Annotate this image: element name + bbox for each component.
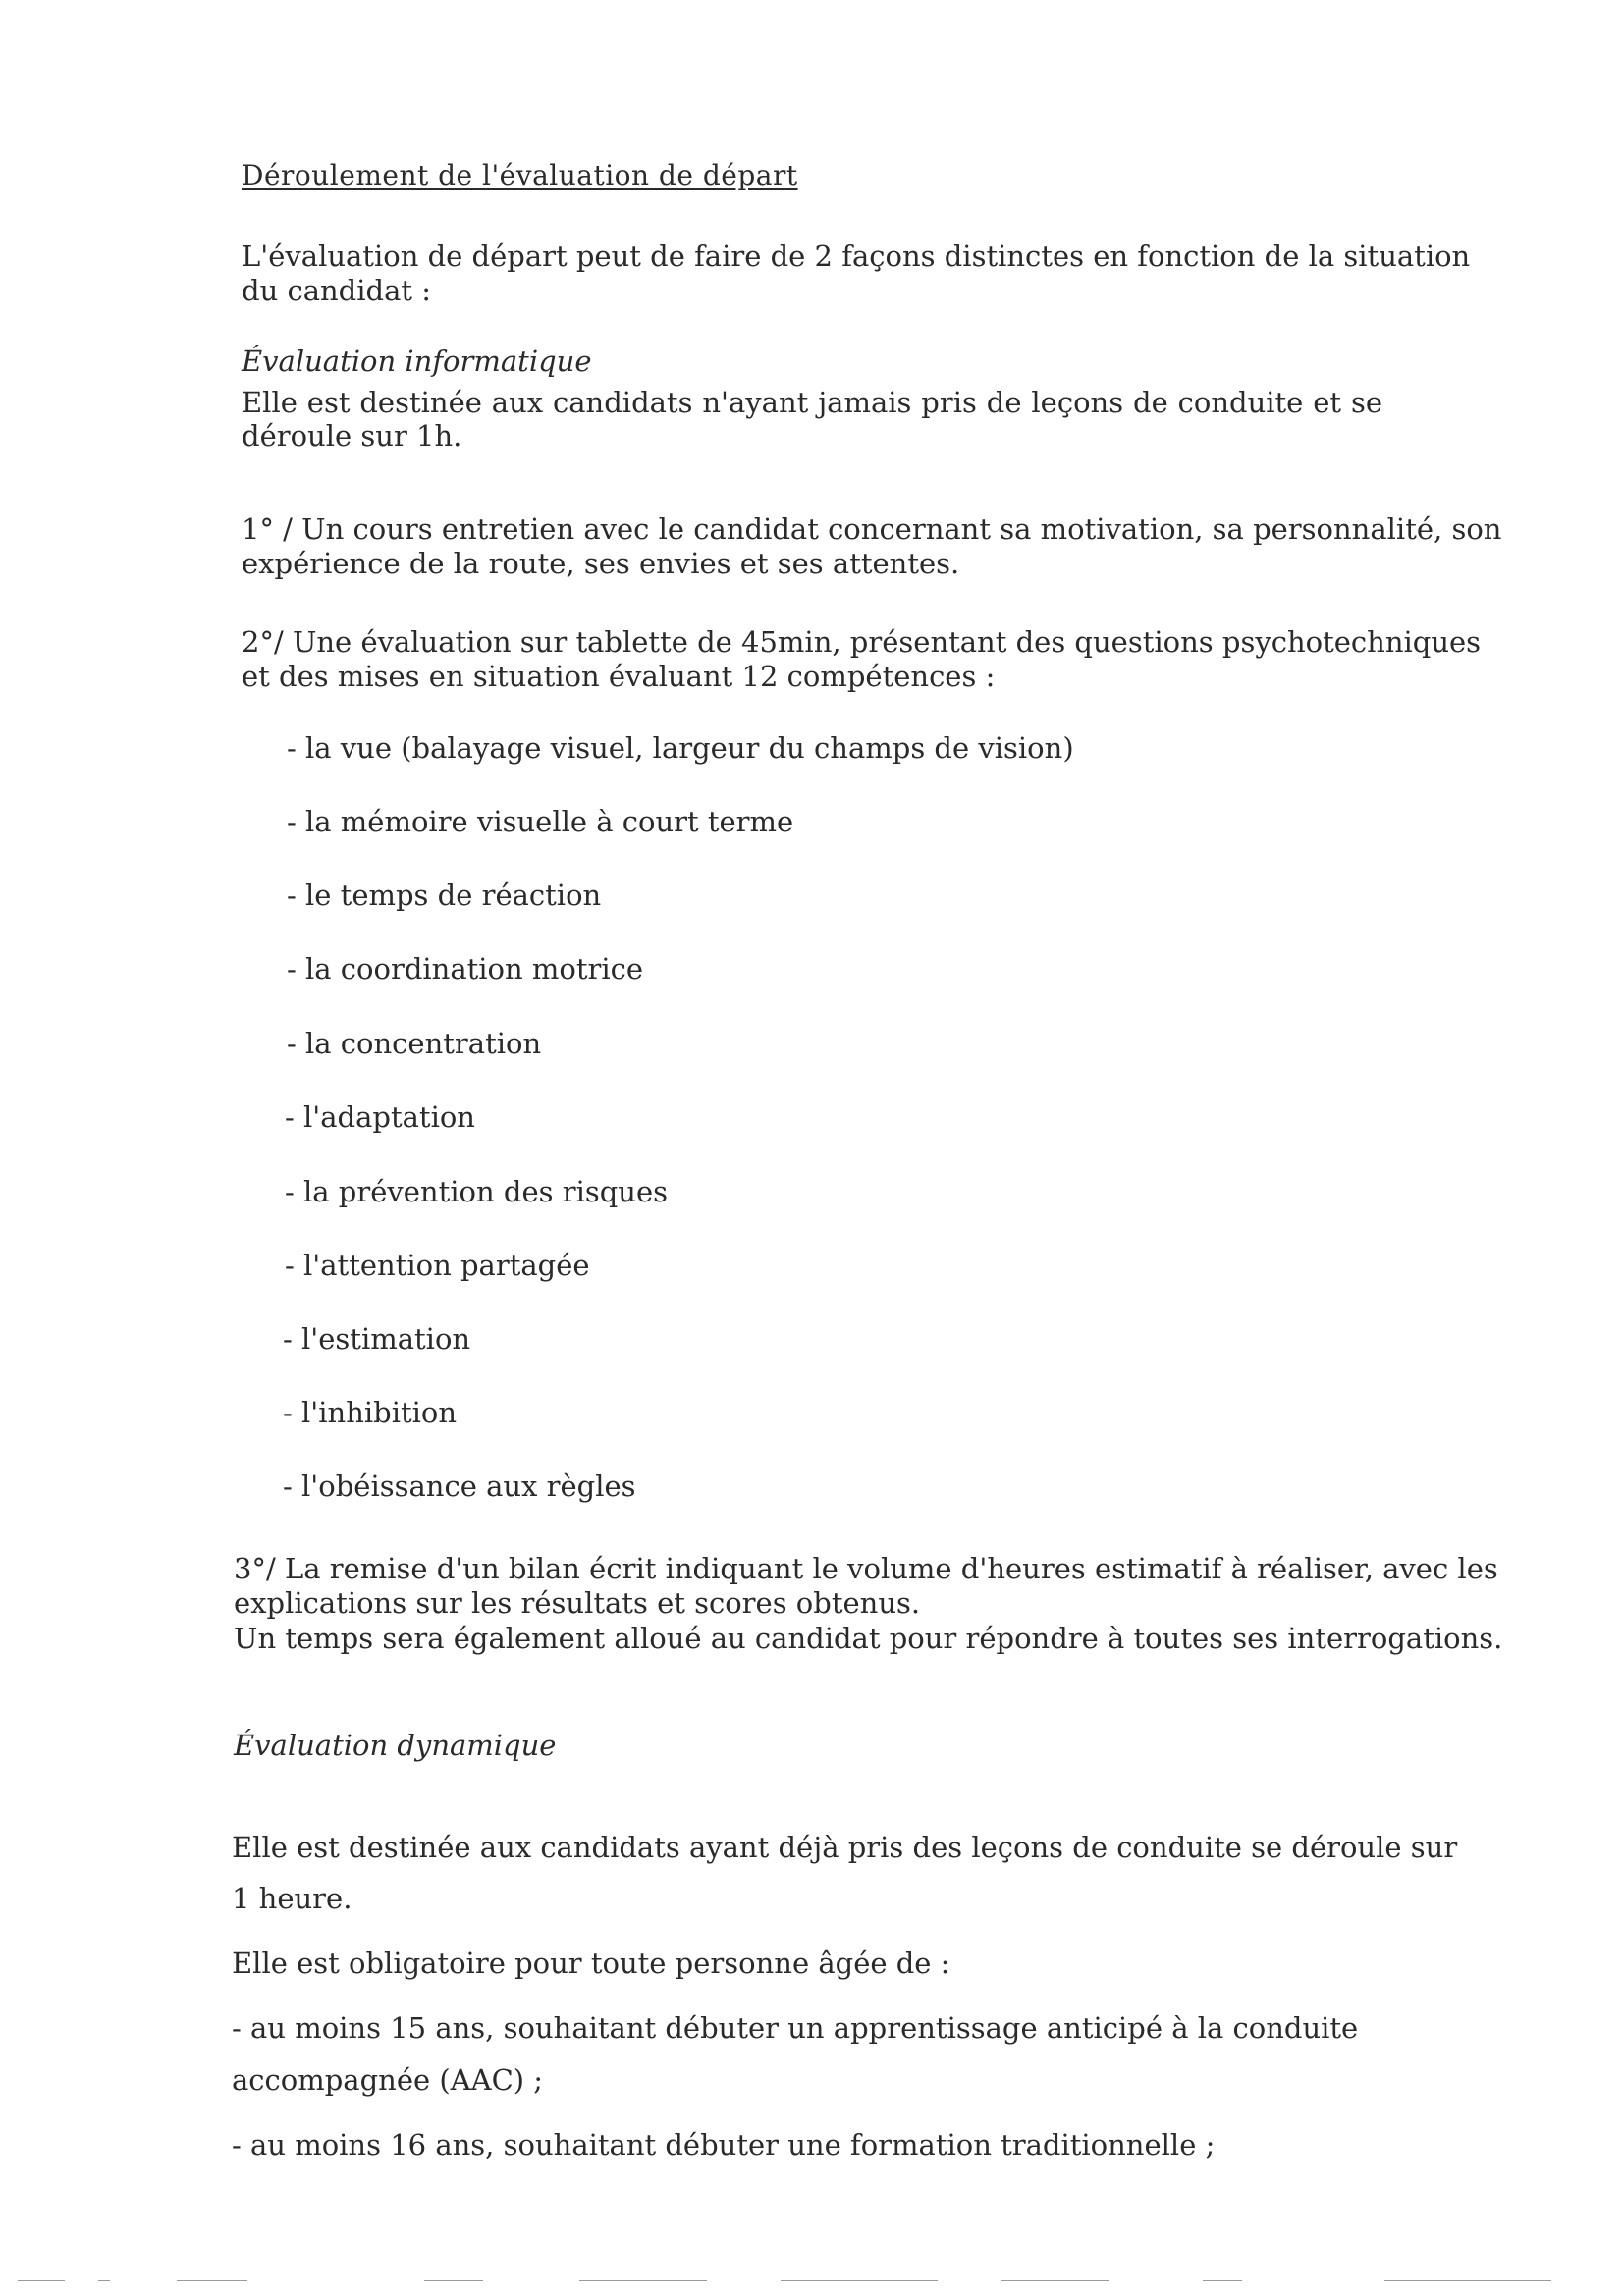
dynamique-description-line-1: Elle est destinée aux candidats ayant déjà pris des leçons de conduite se déroule sur — [232, 1831, 1458, 1864]
dynamique-obligation-intro: Elle est obligatoire pour toute personne âgée de : — [232, 1947, 950, 1980]
scan-artifact — [1384, 2280, 1551, 2281]
step1-line-1: 1° / Un cours entretien avec le candidat concernant sa motivation, sa personnalité, son — [242, 512, 1502, 546]
intro-line-2: du candidat : — [242, 274, 432, 307]
scan-artifact — [18, 2280, 65, 2281]
competence-item-temps-reaction: - le temps de réaction — [287, 879, 602, 912]
competence-item-attention: - l'attention partagée — [285, 1249, 590, 1282]
scan-artifact — [177, 2280, 247, 2281]
competence-item-obeissance: - l'obéissance aux règles — [283, 1469, 636, 1503]
intro-line-1: L'évaluation de départ peut de faire de 2 façons distinctes en fonction de la situation — [242, 240, 1471, 273]
step3-line-2: explications sur les résultats et scores obtenus. — [234, 1586, 921, 1620]
competence-item-concentration: - la concentration — [287, 1027, 542, 1060]
competence-item-coordination: - la coordination motrice — [287, 952, 644, 986]
step3-line-3: Un temps sera également alloué au candidat pour répondre à toutes ses interrogations. — [234, 1622, 1503, 1655]
step2-line-2: et des mises en situation évaluant 12 compétences : — [242, 660, 996, 693]
scan-artifact — [1001, 2280, 1109, 2281]
scan-artifact — [579, 2280, 707, 2281]
competence-item-vue: - la vue (balayage visuel, largeur du champs de vision) — [287, 731, 1074, 765]
section-heading-informatique: Évaluation informatique — [242, 345, 592, 378]
competence-item-inhibition: - l'inhibition — [283, 1396, 458, 1429]
step1-line-2: expérience de la route, ses envies et ses attentes. — [242, 547, 960, 580]
competence-item-adaptation: - l'adaptation — [285, 1100, 475, 1134]
step3-line-1: 3°/ La remise d'un bilan écrit indiquant le volume d'heures estimatif à réaliser, avec les — [234, 1552, 1498, 1585]
scan-artifact — [424, 2280, 483, 2281]
competence-item-prevention: - la prévention des risques — [285, 1175, 669, 1208]
dynamique-case-traditionnelle: - au moins 16 ans, souhaitant débuter une formation traditionnelle ; — [232, 2128, 1216, 2162]
informatique-description-line-1: Elle est destinée aux candidats n'ayant jamais pris de leçons de conduite et se — [242, 386, 1382, 419]
document-title: Déroulement de l'évaluation de départ — [242, 159, 798, 191]
dynamique-case-aac-line-2: accompagnée (AAC) ; — [232, 2063, 544, 2097]
competence-item-estimation: - l'estimation — [283, 1322, 471, 1356]
scan-artifact — [781, 2280, 938, 2281]
informatique-description-line-2: déroule sur 1h. — [242, 419, 462, 453]
step2-line-1: 2°/ Une évaluation sur tablette de 45min, présentant des questions psychotechniques — [242, 625, 1482, 659]
dynamique-description-line-2: 1 heure. — [232, 1882, 352, 1915]
section-heading-dynamique: Évaluation dynamique — [234, 1729, 557, 1762]
scan-artifact — [98, 2280, 110, 2281]
scan-artifact — [1203, 2280, 1242, 2281]
dynamique-case-aac-line-1: - au moins 15 ans, souhaitant débuter un apprentissage anticipé à la conduite — [232, 2011, 1359, 2045]
competence-item-memoire: - la mémoire visuelle à court terme — [287, 805, 794, 838]
